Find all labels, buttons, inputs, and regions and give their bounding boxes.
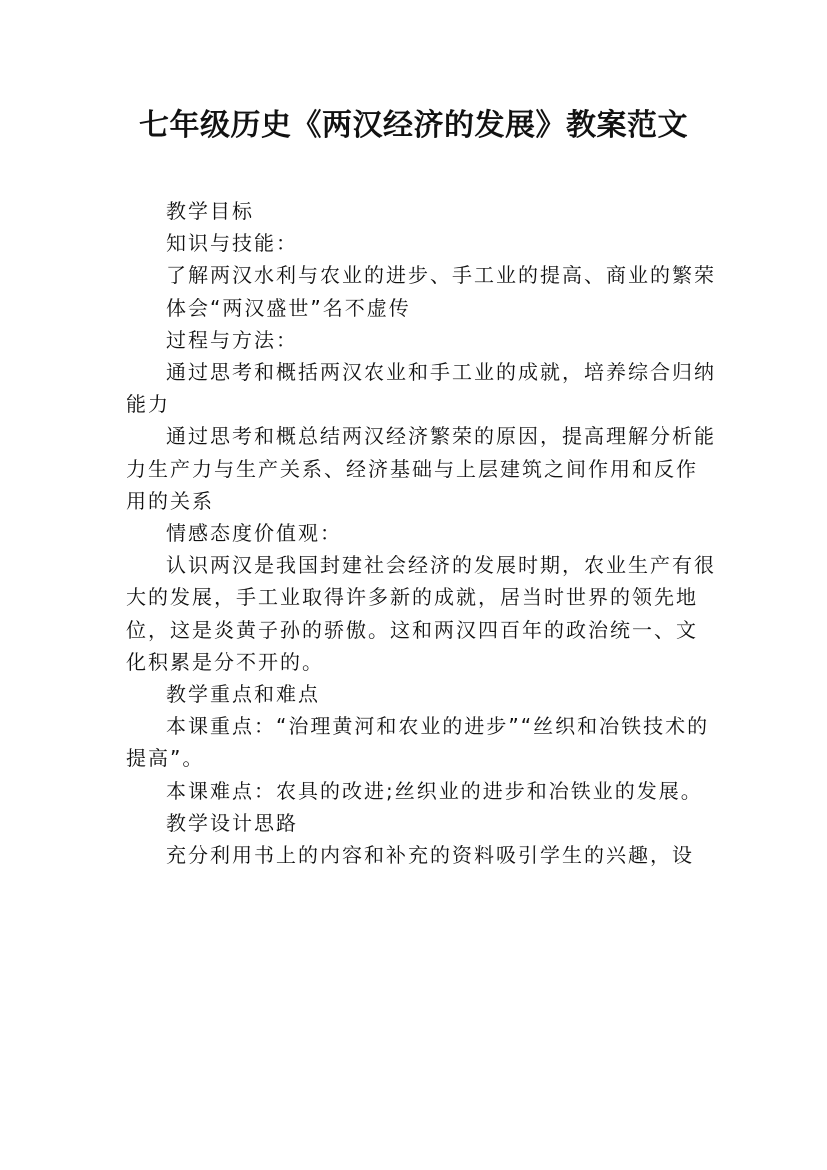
paragraph: 本课重点：“治理黄河和农业的进步”“丝织和冶铁技术的提高”。 [126,714,710,771]
paragraph: 体会“两汉盛世”名不虚传 [166,295,411,320]
paragraph: 通过思考和概总结两汉经济繁荣的原因，提高理解分析能力生产力与生产关系、经济基础与上层建筑之间作用和反作用的关系 [126,424,716,513]
section-heading-key-points: 教学重点和难点 [166,682,320,707]
document-title: 七年级历史《两汉经济的发展》教案范文 [139,108,688,143]
paragraph: 了解两汉水利与农业的进步、手工业的提高、商业的繁荣 [166,263,716,288]
subheading-process-methods: 过程与方法： [166,327,298,352]
subheading-knowledge-skills: 知识与技能： [166,231,298,256]
paragraph: 通过思考和概括两汉农业和手工业的成就，培养综合归纳能力 [126,360,716,417]
section-heading-design-ideas: 教学设计思路 [166,810,298,835]
section-heading-teaching-goals: 教学目标 [166,199,254,223]
paragraph: 充分利用书上的内容和补充的资料吸引学生的兴趣，设 [166,843,694,868]
subheading-values: 情感态度价值观： [166,521,342,546]
paragraph: 本课难点：农具的改进;丝织业的进步和冶铁业的发展。 [166,778,703,803]
paragraph: 认识两汉是我国封建社会经济的发展时期，农业生产有很大的发展，手工业取得许多新的成就，居当时世界的领先地位，这是炎黄子孙的骄傲。这和两汉四百年的政治统一、文化积累是分不开的。 [126,553,716,674]
document-body [126,195,716,871]
